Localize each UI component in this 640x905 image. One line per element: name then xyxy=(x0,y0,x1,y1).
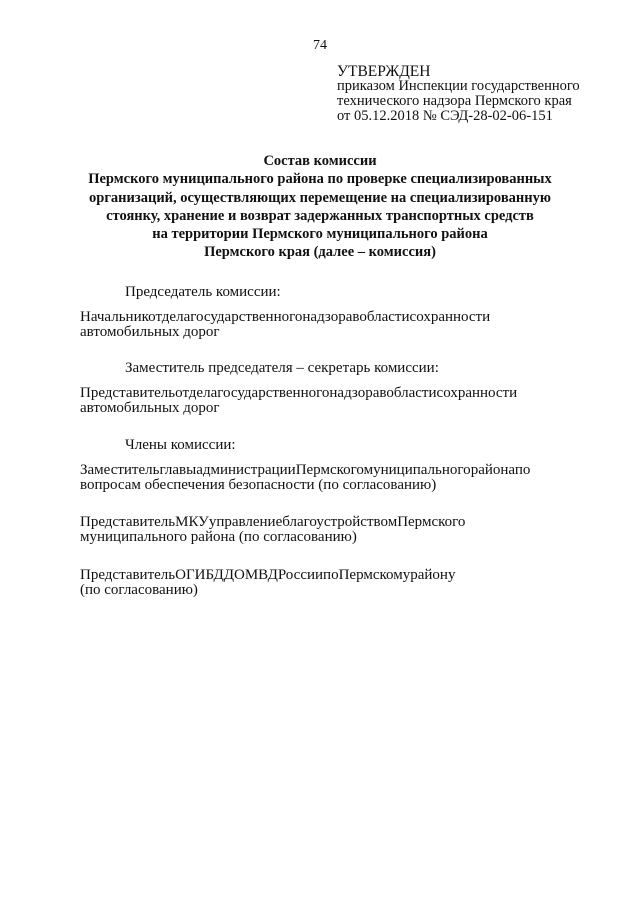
word: Представитель xyxy=(80,386,176,401)
heading-line: на территории Пермского муниципального района xyxy=(152,226,488,243)
chairman-entry xyxy=(80,310,586,340)
word: России xyxy=(277,568,324,583)
word: благоустройством xyxy=(282,515,398,530)
word: в xyxy=(379,386,387,401)
word: государственного xyxy=(217,386,330,401)
word: области xyxy=(359,310,410,325)
approval-line: технического надзора Пермского края xyxy=(337,93,572,109)
member-line xyxy=(80,568,586,583)
member-line: вопросам обеспечения безопасности (по согласованию) xyxy=(80,478,437,493)
chairman-line xyxy=(80,310,586,325)
word: Заместитель xyxy=(80,463,160,478)
word: Пермского xyxy=(397,515,466,530)
word: Представитель xyxy=(80,515,176,530)
word: району xyxy=(410,568,456,583)
member-line xyxy=(80,463,586,478)
approval-title: УТВЕРЖДЕН xyxy=(337,63,431,80)
deputy-label: Заместитель председателя – секретарь комиссии: xyxy=(125,360,439,376)
word: сохранности xyxy=(436,386,518,401)
word: по xyxy=(514,463,531,478)
approval-line: от 05.12.2018 № СЭД-28-02-06-151 xyxy=(337,108,553,124)
member-entry xyxy=(80,463,586,493)
member-entry xyxy=(80,568,586,598)
word: главы xyxy=(159,463,197,478)
word: Пермскому xyxy=(338,568,411,583)
word: Начальник xyxy=(80,310,149,325)
word: отдела xyxy=(148,310,191,325)
word: надзора xyxy=(302,310,353,325)
word: муниципального xyxy=(363,463,471,478)
word: государственного xyxy=(190,310,303,325)
chairman-line: автомобильных дорог xyxy=(80,325,220,340)
deputy-line xyxy=(80,386,586,401)
word: ОМВД xyxy=(233,568,278,583)
word: сохранности xyxy=(409,310,491,325)
chairman-label: Председатель комиссии: xyxy=(125,284,281,300)
word: района xyxy=(470,463,515,478)
member-line xyxy=(80,515,586,530)
member-entry xyxy=(80,515,586,545)
approval-line: приказом Инспекции государственного xyxy=(337,78,580,94)
member-line: муниципального района (по согласованию) xyxy=(80,530,357,545)
word: Пермского xyxy=(295,463,364,478)
word: надзора xyxy=(329,386,380,401)
deputy-line: автомобильных дорог xyxy=(80,401,220,416)
approval-stamp xyxy=(337,64,637,124)
deputy-entry xyxy=(80,386,586,416)
word: по xyxy=(323,568,339,583)
word: МКУ xyxy=(175,515,209,530)
members-label: Члены комиссии: xyxy=(125,437,236,453)
word: управление xyxy=(208,515,283,530)
document-heading xyxy=(70,152,570,262)
word: Представитель xyxy=(80,568,176,583)
page-number: 74 xyxy=(313,38,327,53)
heading-line: организаций, осуществляющих перемещение на специализированную xyxy=(89,189,551,206)
word: отдела xyxy=(175,386,218,401)
word: в xyxy=(352,310,360,325)
heading-title: Состав комиссии xyxy=(263,153,377,169)
member-line: (по согласованию) xyxy=(80,583,198,598)
word: ОГИБДД xyxy=(175,568,234,583)
word: области xyxy=(386,386,437,401)
word: администрации xyxy=(196,463,296,478)
heading-line: Пермского края (далее – комиссия) xyxy=(204,244,436,261)
heading-line: Пермского муниципального района по проверке специализированных xyxy=(88,171,552,188)
heading-line: стоянку, хранение и возврат задержанных транспортных средств xyxy=(106,207,534,224)
